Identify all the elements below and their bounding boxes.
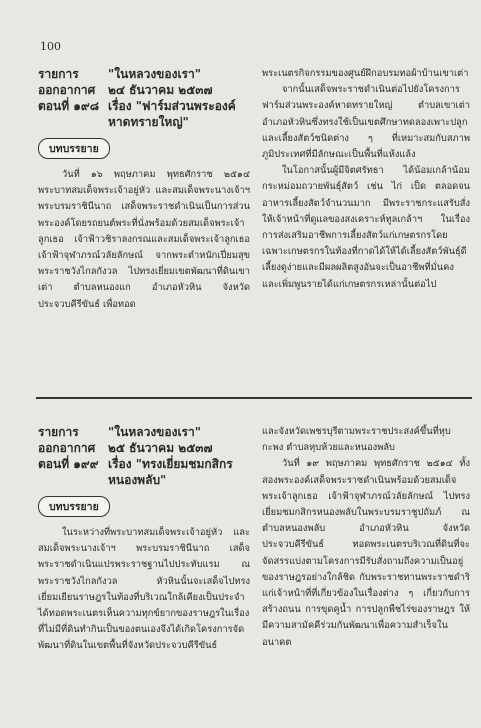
airdate-row: [38, 440, 250, 456]
narration-paragraph: วันที่ ๑๙ พฤษภาคม พุทธศักราช ๒๕๑๔ ทั้งสองพระองค์เสด็จพระราชดำเนินพร้อมด้วยสมเด็จพระเจ้าลูกเธอ เจ้าฟ้าจุฬาภรณ์วลัยลักษณ์ ไปทรงเยี่ยมชมกสิกรหนองพลับในพระบรมราชูปถัมภ์ ณ ตำบลหนองพลับ อำเภอหัวหิน จังหวัดประจวบคีรีขันธ์ ทอดพระเนตรบริเวณที่ดินที่จะจัดสรรแบ่งตามโครงการมีรับสั่งถามถึงความเป็นอยู่ของราษฎรอย่างใกล้ชิด กับพระราชทานพระราชดำริแก่เจ้าหน้าที่ที่เกี่ยวข้องในเรื่องต่าง ๆ เกี่ยวกับการสร้างถนน การขุดคูน้ำ การปลูกพืชไร่ของราษฎร ให้มีความสามัคคีร่วมกันพัฒนาเพื่อความสำเร็จในอนาคต: [262, 458, 470, 648]
program-title: "ในหลวงของเรา": [108, 425, 201, 439]
narration-continued: พระเนตรกิจกรรมของศูนย์ฝึกอบรมทอผ้าบ้านเขาเต่า: [262, 68, 469, 79]
right-column: [262, 66, 470, 293]
airdate-value: ๒๕ ธันวาคม ๒๕๓๗: [108, 441, 213, 455]
narration-paragraph: จากนั้นเสด็จพระราชดำเนินต่อไปยังโครงการฟาร์มส่วนพระองค์หาดทรายใหญ่ ตำบลเขาเต่า อำเภอหัวหินซึ่งทรงใช้เป็นเขตศึกษาทดลองเพาะปลูกและเลี้ยงสัตว์ชนิดต่าง ๆ ที่เหมาะสมกับสภาพภูมิประเทศที่มีลักษณะเป็นพื้นที่แห้งแล้ง: [262, 84, 470, 161]
episode-title: เรื่อง "ทรงเยี่ยมชมกสิกรหนองพลับ": [108, 457, 233, 487]
episode-label: ตอนที่ ๑๙๘: [38, 99, 99, 113]
airdate-label: ออกอากาศ: [38, 83, 96, 97]
narration-body: วันที่ ๑๖ พฤษภาคม พุทธศักราช ๒๕๑๔ พระบาทสมเด็จพระเจ้าอยู่หัว และสมเด็จพระนางเจ้าฯ พระบรมราชินีนาถ เสด็จพระราชดำเนินเป็นการส่วนพระองค์โดยรถยนต์พระที่นั่งพร้อมด้วยสมเด็จพระเจ้าลูกเธอ เจ้าฟ้าวชิราลงกรณและสมเด็จพระเจ้าลูกเธอ เจ้าฟ้าจุฬาภรณ์วลัยลักษณ์ จากพระตำหนักเปี่ยมสุขพระราชวังไกลกังวล ไปทรงเยี่ยมเขตพัฒนาที่ดินเขาเต่า ตำบลหนองแก อำเภอหัวหิน จังหวัดประจวบคีรีขันธ์ เพื่อทอด: [38, 169, 250, 310]
airdate-row: [38, 82, 250, 98]
narration-paragraph: ในโอกาสนั้นผู้มีจิตศรัทธา ได้น้อมเกล้าน้อมกระหม่อมถวายพันธุ์สัตว์ เช่น ไก่ เป็ด ตลอดจนอาหารเลี้ยงสัตว์จำนวนมาก มีพระราชกระแสรับสั่งให้เจ้าหน้าที่ดูแลของสงเคราะห์ทูลเกล้าฯ ในเรื่องการส่งเสริมอาชีพการเลี้ยงสัตว์แก่เกษตรกรโดยเฉพาะเกษตรกรในท้องที่กาดได้ให้ได้เลี้ยงสัตว์พันธุ์ดีเลี้ยงดูง่ายและมีผลผลิตสูงอันจะเป็นอาชีพที่มั่นคงและเพิ่มพูนรายได้แก่เกษตรกรเหล่านั้นต่อไป: [262, 165, 470, 290]
program-row: [38, 424, 250, 440]
right-column: [262, 424, 470, 651]
program-label: รายการ: [38, 67, 79, 81]
narration-badge: บทบรรยาย: [38, 138, 110, 159]
left-column: [38, 424, 250, 655]
section-divider: [36, 397, 472, 399]
airdate-label: ออกอากาศ: [38, 441, 96, 455]
narration-badge: บทบรรยาย: [38, 496, 110, 517]
episode-label: ตอนที่ ๑๙๙: [38, 457, 99, 471]
program-label: รายการ: [38, 425, 79, 439]
narration-continued: และจังหวัดเพชรบุรีตามพระราชประสงค์ขึ้นที่หุบกะพง ตำบลหุบห้วยและหนองพลับ: [262, 426, 451, 454]
narration-body: ในระหว่างที่พระบาทสมเด็จพระเจ้าอยู่หัว และสมเด็จพระนางเจ้าฯ พระบรมราชินีนาถ เสด็จพระราชดำเนินแปรพระราชฐานไปประทับแรม ณ พระราชวังไกลกังวล หัวหินนั้นจะเสด็จไปทรงเยี่ยมเยียนราษฎรในท้องที่บริเวณใกล้เคียงเป็นประจำ ได้ทอดพระเนตรเห็นความทุกข์ยากของราษฎรในเรื่องที่ไม่มีที่ดินทำกินเป็นของตนเองจึงได้เกิดโครงการจัดพัฒนาที่ดินในเขตพื้นที่จังหวัดประจวบคีรีขันธ์: [38, 527, 250, 652]
program-row: [38, 66, 250, 82]
program-title: "ในหลวงของเรา": [108, 67, 201, 81]
page-number: 100: [40, 40, 61, 53]
episode-row: [38, 98, 250, 130]
airdate-value: ๒๔ ธันวาคม ๒๕๓๗: [108, 83, 213, 97]
episode-row: [38, 456, 250, 488]
left-column: [38, 66, 250, 313]
episode-title: เรื่อง "ฟาร์มส่วนพระองค์หาดทรายใหญ่": [108, 99, 236, 129]
